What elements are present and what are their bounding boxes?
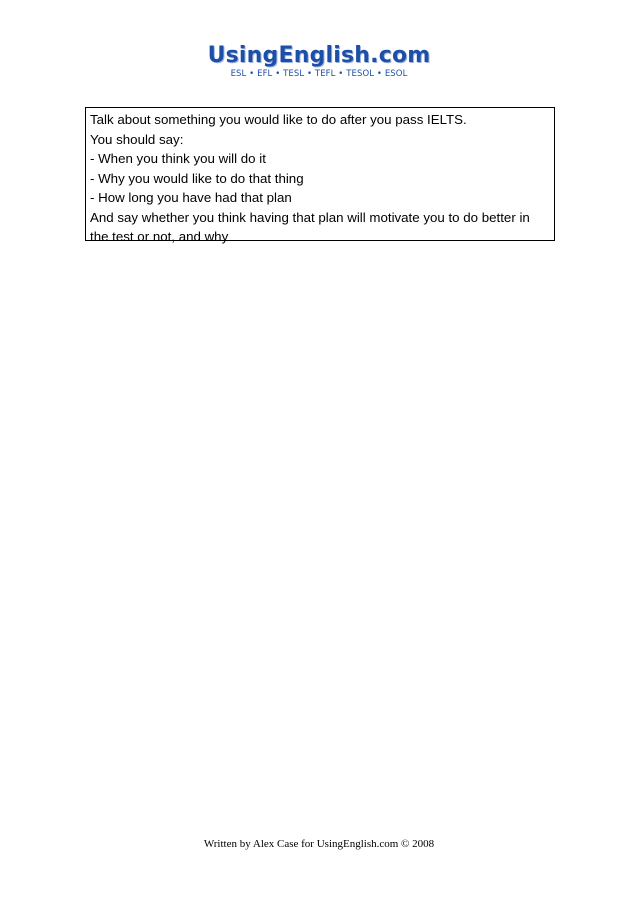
logo-subtitle: ESL • EFL • TESL • TEFL • TESOL • ESOL — [230, 69, 408, 79]
page-footer: Written by Alex Case for UsingEnglish.com © 2008 — [203, 838, 435, 850]
site-logo — [0, 44, 638, 80]
prompt-point-why: - Why you would like to do that thing — [90, 170, 304, 186]
prompt-closing: And say whether you think having that plan will motivate you to do better in the test or not, and why — [90, 209, 530, 244]
logo-title: UsingEnglish.com — [207, 43, 431, 68]
prompt-point-how-long: - How long you have had that plan — [90, 190, 292, 205]
prompt-instruction: Talk about something you would like to do after you pass IELTS. — [90, 112, 467, 127]
prompt-lead-in: You should say: — [90, 131, 184, 147]
speaking-prompt-box — [85, 107, 555, 244]
prompt-point-when: - When you think you will do it — [90, 151, 266, 166]
